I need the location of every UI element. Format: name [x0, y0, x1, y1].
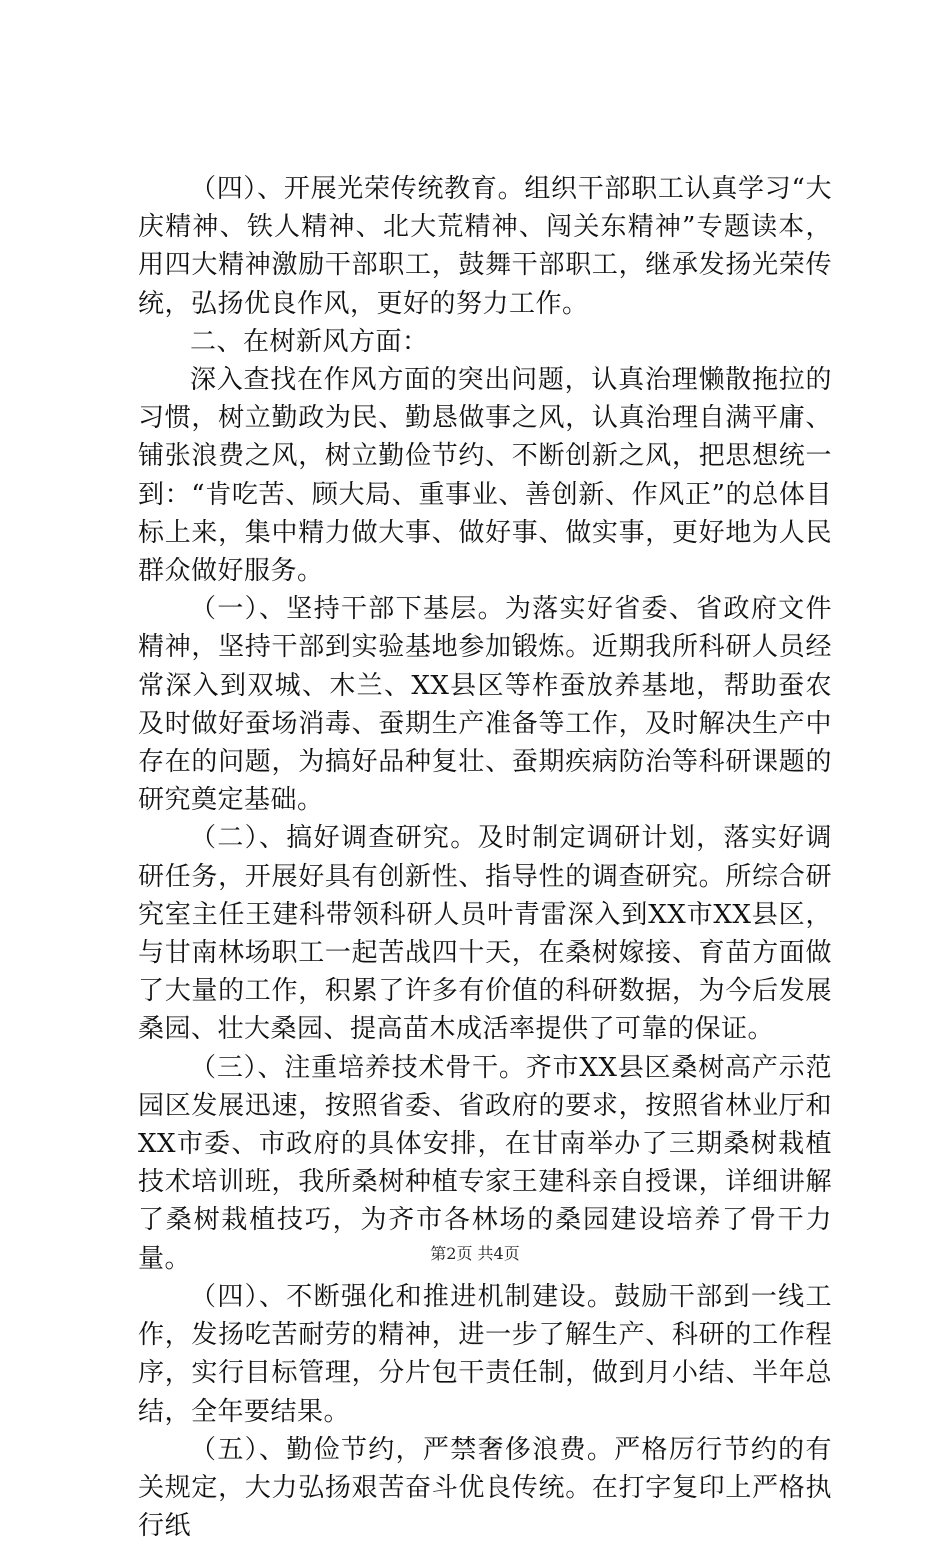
document-body	[138, 170, 832, 1545]
paragraph-work-style-overview: 深入查找在作风方面的突出问题，认真治理懒散拖拉的习惯，树立勤政为民、勤恳做事之风，认真治理自满平庸、铺张浪费之风，树立勤俭节约、不断创新之风，把思想统一到：“肯吃苦、顾大局、重事业、善创新、作风正”的总体目标上来，集中精力做大事、做好事、做实事，更好地为人民群众做好服务。	[138, 365, 832, 587]
paragraph-cadres-to-grassroots: （一）、坚持干部下基层。为落实好省委、省政府文件精神，坚持干部到实验基地参加锻炼。近期我所科研人员经常深入到双城、木兰、XX县区等柞蚕放养基地，帮助蚕农及时做好蚕场消毒、蚕期生产准备等工作，及时解决生产中存在的问题，为搞好品种复壮、蚕期疾病防治等科研课题的研究奠定基础。	[138, 594, 832, 816]
paragraph-thrift: （五）、勤俭节约，严禁奢侈浪费。严格厉行节约的有关规定，大力弘扬艰苦奋斗优良传统。在打字复印上严格执行纸	[138, 1434, 832, 1542]
paragraph-investigation-research: （二）、搞好调查研究。及时制定调研计划，落实好调研任务，开展好具有创新性、指导性的调查研究。所综合研究室主任王建科带领科研人员叶青雷深入到XX市XX县区，与甘南林场职工一起苦战四十天，在桑树嫁接、育苗方面做了大量的工作，积累了许多有价值的科研数据，为今后发展桑园、壮大桑园、提高苗木成活率提供了可靠的保证。	[138, 823, 832, 1045]
page-number-footer: 第2页 共4页	[430, 1244, 520, 1263]
paragraph-mechanism-building: （四）、不断强化和推进机制建设。鼓励干部到一线工作，发扬吃苦耐劳的精神，进一步了解生产、科研的工作程序，实行目标管理，分片包干责任制，做到月小结、半年总结，全年要结果。	[138, 1281, 832, 1427]
paragraph-honor-tradition-education: （四）、开展光荣传统教育。组织干部职工认真学习“大庆精神、铁人精神、北大荒精神、闯关东精神”专题读本，用四大精神激励干部职工，鼓舞干部职工，继承发扬光荣传统，弘扬优良作风，更好的努力工作。	[138, 174, 832, 319]
paragraph-technical-backbone: （三）、注重培养技术骨干。齐市XX县区桑树高产示范园区发展迅速，按照省委、省政府的要求，按照省林业厅和XX市委、市政府的具体安排，在甘南举办了三期桑树栽植技术培训班，我所桑树种植专家王建科亲自授课，详细讲解了桑树栽植技巧，为齐市各林场的桑园建设培养了骨干力量。	[138, 1052, 832, 1274]
section-heading-new-style: 二、在树新风方面：	[190, 326, 429, 357]
